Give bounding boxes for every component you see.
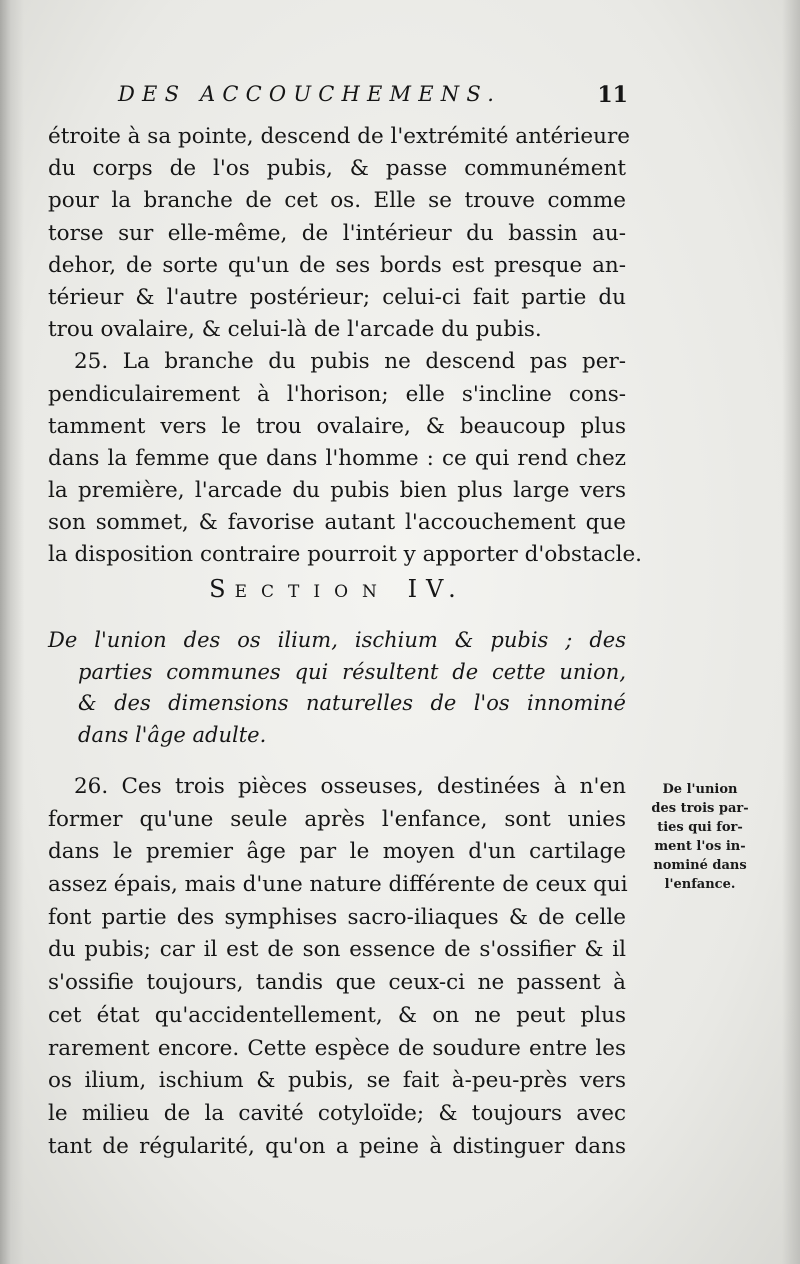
- text-line: s'ossifie toujours, tandis que ceux-ci ne passent à: [48, 970, 626, 996]
- section-numeral: IV.: [407, 575, 465, 603]
- text-line: du pubis; car il est de son essence de s'ossifier & il: [48, 937, 626, 963]
- summary-line: De l'union des os ilium, ischium & pubis ; des: [48, 628, 626, 652]
- text-line: étroite à sa pointe, descend de l'extrémité antérieure: [48, 124, 631, 149]
- text-line: tamment vers le trou ovalaire, & beaucoup plus: [48, 413, 626, 439]
- margin-note-line: des trois par-: [651, 801, 749, 816]
- text-line: la première, l'arcade du pubis bien plus large vers: [48, 478, 626, 504]
- text-line: tant de régularité, qu'on a peine à distinguer dans: [48, 1133, 626, 1159]
- text-line: dans le premier âge par le moyen d'un cartilage: [48, 839, 626, 865]
- text-line: 25. La branche du pubis ne descend pas per-: [74, 349, 626, 375]
- text-line: rarement encore. Cette espèce de soudure entre les: [48, 1035, 626, 1061]
- text-line: dans la femme que dans l'homme : ce qui rend chez: [48, 445, 626, 471]
- section-label-initial: S: [209, 575, 235, 603]
- summary-line: parties communes qui résultent de cette union,: [78, 659, 626, 684]
- section-label-rest: ECTION: [234, 582, 391, 602]
- margin-note-line: ment l'os in-: [654, 839, 746, 854]
- text-line: font partie des symphises sacro-iliaques & de celle: [48, 904, 626, 930]
- summary-line: & des dimensions naturelles de l'os innominé: [78, 691, 626, 715]
- margin-note-line: l'enfance.: [664, 877, 736, 892]
- section-heading: [48, 575, 626, 603]
- text-line: le milieu de la cavité cotyloïde; & toujours avec: [48, 1100, 626, 1126]
- margin-note-line: ties qui for-: [657, 820, 743, 835]
- running-title: DES ACCOUCHEMENS.: [118, 82, 502, 106]
- page-number: 11: [597, 82, 628, 108]
- binding-gutter-shadow: [0, 0, 24, 1264]
- page-header: [118, 82, 628, 114]
- text-line: os ilium, ischium & pubis, se fait à-peu-près vers: [48, 1068, 626, 1094]
- margin-note-line: De l'union: [662, 782, 738, 797]
- text-line: assez épais, mais d'une nature différente de ceux qui: [48, 872, 628, 898]
- margin-note-line: nominé dans: [653, 858, 747, 873]
- summary-line: dans l'âge adulte.: [78, 722, 267, 747]
- text-line: la disposition contraire pourroit y apporter d'obstacle.: [48, 542, 643, 568]
- body-text-top: [48, 121, 643, 572]
- text-line: 26. Ces trois pièces osseuses, destinées à n'en: [74, 774, 626, 799]
- body-text-bottom: [48, 771, 626, 1163]
- section-summary: [48, 625, 626, 751]
- text-line: pendiculairement à l'horison; elle s'incline cons-: [48, 381, 626, 407]
- text-line: cet état qu'accidentellement, & on ne peut plus: [48, 1002, 626, 1028]
- page-edge-shadow: [782, 0, 800, 1264]
- margin-note: [630, 780, 770, 894]
- text-line: torse sur elle-même, de l'intérieur du bassin au-: [48, 220, 626, 246]
- text-line: son sommet, & favorise autant l'accouchement que: [48, 510, 626, 536]
- text-line: térieur & l'autre postérieur; celui-ci fait partie du: [48, 284, 626, 310]
- text-line: pour la branche de cet os. Elle se trouve comme: [48, 188, 626, 214]
- text-line: trou ovalaire, & celui-là de l'arcade du pubis.: [48, 317, 542, 343]
- text-line: du corps de l'os pubis, & passe communément: [48, 156, 626, 182]
- text-line: dehor, de sorte qu'un de ses bords est presque an-: [48, 252, 626, 278]
- text-line: former qu'une seule après l'enfance, sont unies: [48, 806, 626, 832]
